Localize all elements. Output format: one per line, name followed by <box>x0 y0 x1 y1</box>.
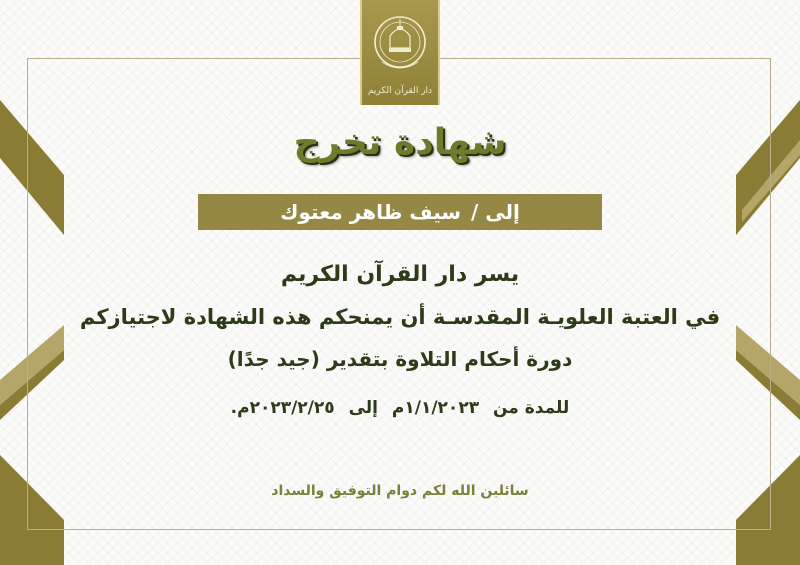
logo-tab <box>360 0 440 105</box>
logo-caption: دار القرآن الكريم <box>367 86 433 96</box>
body-line-1: يسر دار القرآن الكريم <box>280 262 520 287</box>
recipient-bar <box>198 194 602 230</box>
shrine-emblem-icon <box>372 2 428 82</box>
certificate-title: شهادة تخرج <box>293 122 507 163</box>
body-line-3 <box>60 340 740 382</box>
certificate-body <box>60 256 740 382</box>
period-to-label: إلى <box>348 398 378 418</box>
recipient-prefix: إلى / <box>471 200 520 224</box>
grade-text: (جيد جدًا) <box>227 347 320 371</box>
closing-prayer: سائلين الله لكم دوام التوفيق والسداد <box>271 483 529 499</box>
recipient-name: سيف ظاهر معتوك <box>280 200 462 224</box>
period-from: ١/١/٢٠٢٣م <box>391 398 480 418</box>
period-label: للمدة من <box>493 398 570 418</box>
period-to: ٢٠٢٣/٢/٢٥م. <box>230 398 335 418</box>
course-text: دورة أحكام التلاوة بتقدير <box>326 347 573 371</box>
body-line-2: في العتبة العلويـة المقدسـة أن يمنحكم هذه الشهادة لاجتيازكم <box>79 305 721 329</box>
course-period <box>60 398 740 418</box>
